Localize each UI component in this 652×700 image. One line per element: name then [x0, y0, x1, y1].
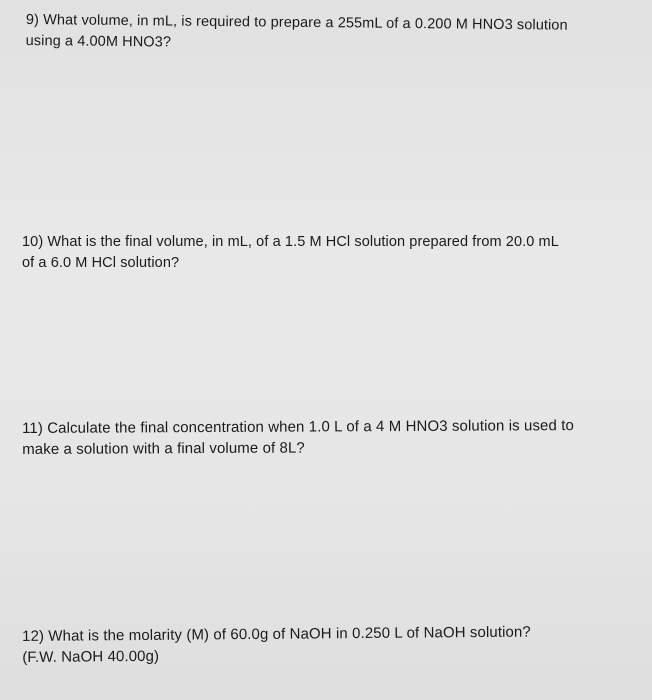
question-10-line-2: of a 6.0 M HCl solution? — [22, 255, 180, 271]
question-9 — [26, 10, 646, 58]
question-11-line-2: make a solution with a final volume of 8L? — [22, 439, 305, 458]
question-9-line-1: 9) What volume, in mL, is required to prepare a 255mL of a 0.200 M HNO3 solution — [25, 11, 568, 34]
question-12-line-1: 12) What is the molarity (M) of 60.0g of NaOH in 0.250 L of NaOH solution? — [22, 623, 531, 645]
question-10-line-1: 10) What is the final volume, in mL, of a 1.5 M HCl solution prepared from 20.0 mL — [22, 234, 559, 250]
question-12 — [22, 621, 642, 668]
question-11-line-1: 11) Calculate the final concentration when 1.0 L of a 4 M HNO3 solution is used to — [22, 417, 574, 437]
question-9-line-2: using a 4.00M HNO3? — [25, 32, 172, 51]
question-11 — [22, 415, 642, 460]
question-10 — [22, 232, 642, 274]
question-12-line-2: (F.W. NaOH 40.00g) — [22, 647, 160, 666]
